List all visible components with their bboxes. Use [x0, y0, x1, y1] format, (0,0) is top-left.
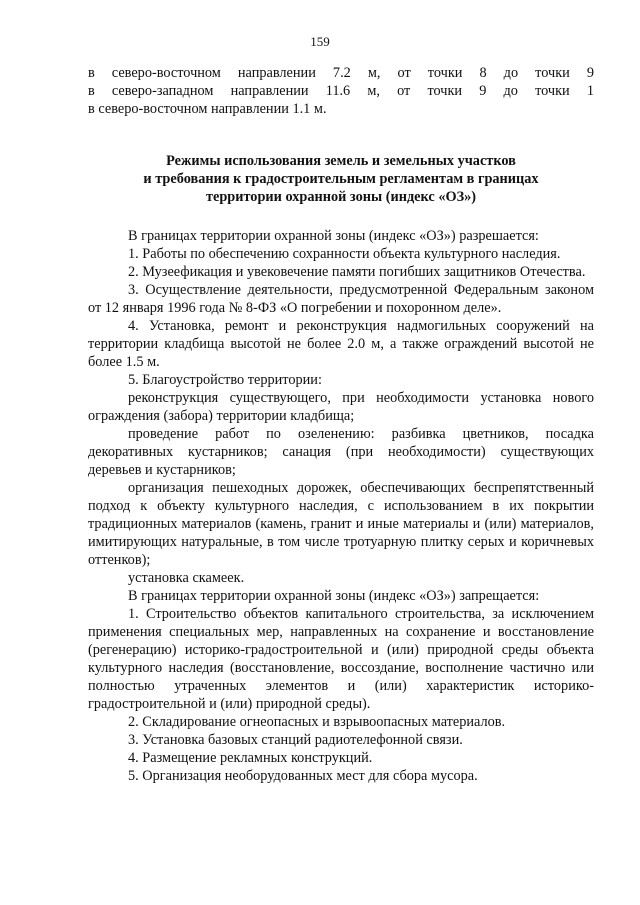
section-title-line: и требования к градостроительным регламентам в границах	[143, 171, 539, 187]
permitted-item: 1. Работы по обеспечению сохранности объекта культурного наследия.	[128, 246, 561, 262]
prohibited-item: 1. Строительство объектов капитального строительства, за исключением применения специальных мер, направленных на сохранение и восстановление (регенерацию) историко-градостроительной и (или) природной среды объекта культурного наследия (восстановление, воссоздание, восполнение частично или полностью утраченных элементов и (или) характеристик историко-градостроительной и (или) природной среды).	[88, 606, 594, 712]
permitted-item: 3. Осуществление деятельности, предусмотренной Федеральным законом от 12 января 1996 года № 8-ФЗ «О погребении и похоронном деле».	[88, 282, 594, 316]
prohibited-item: 4. Размещение рекламных конструкций.	[128, 750, 373, 766]
prohibited-heading: В границах территории охранной зоны (индекс «ОЗ») запрещается:	[128, 588, 540, 604]
permitted-subitem: организация пешеходных дорожек, обеспечивающих беспрепятственный подход к объекту культурного наследия, с использованием в их покрытии традиционных материалов (камень, гранит и иные материалы и (или) материалов, имитирующих натуральные, в том числе тротуарную плитку серых и коричневых оттенков);	[88, 480, 594, 568]
prohibited-item: 5. Организация необорудованных мест для сбора мусора.	[128, 768, 478, 784]
permitted-item: 5. Благоустройство территории:	[128, 372, 322, 388]
document-body	[88, 64, 594, 785]
permitted-subitem: установка скамеек.	[128, 570, 245, 586]
intro-line: в северо-восточном направлении 1.1 м.	[88, 101, 327, 117]
page-number: 159	[310, 34, 330, 49]
section-title	[88, 152, 594, 206]
permitted-item: 2. Музеефикация и увековечение памяти погибших защитников Отечества.	[128, 264, 586, 280]
section-title-line: территории охранной зоны (индекс «ОЗ»)	[205, 189, 477, 205]
section-title-line: Режимы использования земель и земельных участков	[166, 153, 516, 169]
permitted-item: 4. Установка, ремонт и реконструкция надмогильных сооружений на территории кладбища высотой не более 2.0 м, а также ограждений высотой не более 1.5 м.	[88, 318, 594, 370]
permitted-subitem: проведение работ по озеленению: разбивка цветников, посадка декоративных кустарников; санация (при необходимости) существующих деревьев и кустарников;	[88, 426, 594, 478]
prohibited-item: 2. Складирование огнеопасных и взрывоопасных материалов.	[128, 714, 506, 730]
intro-line: в северо-восточном направлении 7.2 м, от точки 8 до точки 9	[88, 65, 594, 81]
permitted-heading: В границах территории охранной зоны (индекс «ОЗ») разрешается:	[128, 228, 539, 244]
prohibited-item: 3. Установка базовых станций радиотелефонной связи.	[128, 732, 463, 748]
permitted-subitem: реконструкция существующего, при необходимости установка нового ограждения (забора) территории кладбища;	[88, 390, 594, 424]
intro-line: в северо-западном направлении 11.6 м, от точки 9 до точки 1	[88, 83, 594, 99]
